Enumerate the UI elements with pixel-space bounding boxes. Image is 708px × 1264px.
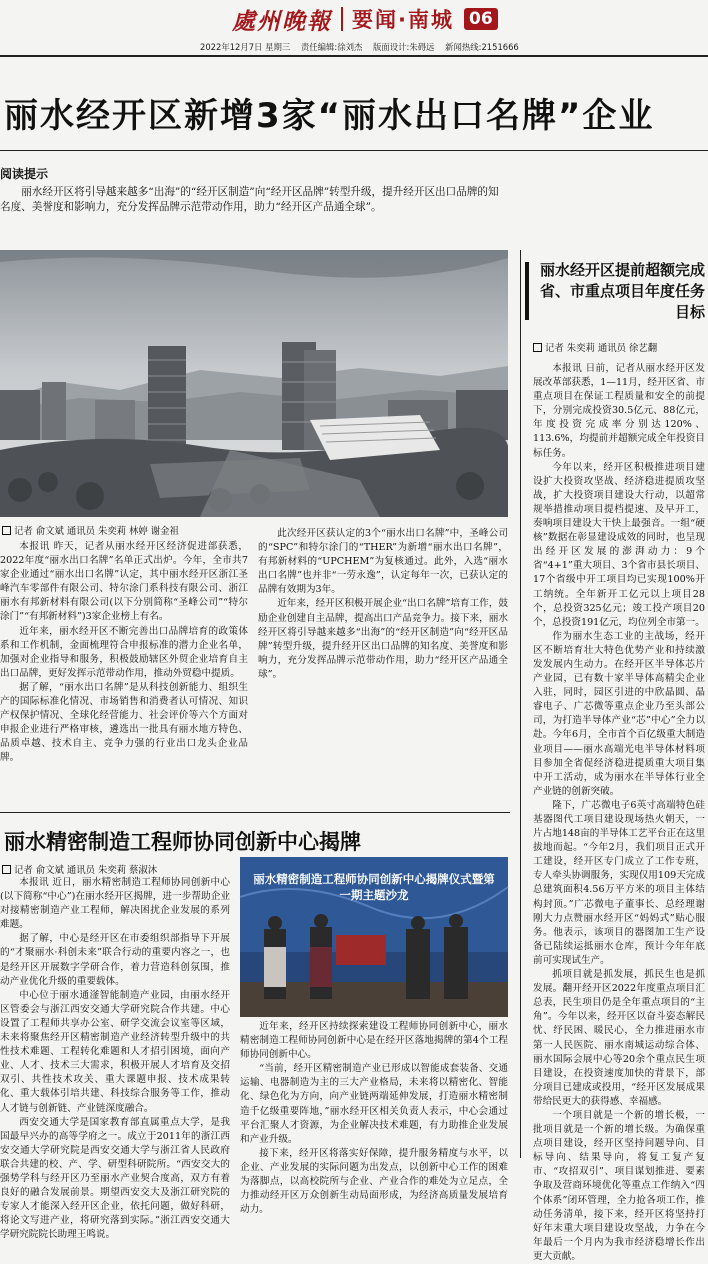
column-divider — [520, 250, 521, 1158]
page-number: 06 — [464, 8, 498, 30]
designer: 版面设计:朱碍远 — [373, 42, 435, 52]
lead-summary: 丽水经开区将引导越来越多“出海”的“经开区制造”向“经开区品牌”转型升级，提升经开区出口品牌的知名度、美誉度和影响力，充分发挥品牌示范带动作用，助力“经开区产品通全球”。 — [0, 186, 499, 213]
header-rule — [0, 55, 708, 57]
article2-byline: 记者 俞文斌 通讯员 朱奕莉 蔡淑沐 — [2, 862, 157, 876]
headline-rule — [0, 150, 708, 151]
ceremony-photo — [240, 857, 508, 1017]
side-headline-bar — [525, 262, 529, 320]
lead-label: 阅读提示 — [0, 167, 49, 181]
section-name: 要闻·南城 — [352, 8, 454, 32]
article2-para-4: 西安交通大学是国家教育部直属重点大学，是我国最早兴办的高等学府之一。成立于2011年的浙江西安交通大学研究院是西安交通大学与浙江省人民政府联合共建的校、产、学、研型科研院所。“西安交大的强势学科与经开区乃至丽水产业契合度高，双方有着良好的融合发展前景。期望西安交大及浙江研究院的专家人才能深入经开区企业，依托问题，做好科研，将论文写进产业，将研究落到实际。”浙江西安交通大学研究院院长助理王鸣说。 — [0, 1116, 230, 1241]
article2-col1 — [0, 876, 230, 1241]
editor: 责任编辑:徐刘杰 — [300, 42, 363, 52]
article1-byline: 记者 俞文斌 通讯员 朱奕莉 林婷 谢金祖 — [2, 523, 179, 537]
article3-para-2: 今年以来，经开区积极推进项目建设扩大投资攻坚战、经济稳进提质攻坚战，扩大投资项目建设大行动，以超常规举措推动项目提档提速、及早开工，奏响项目建设大干快上最强音。一组“硬核”数据在彰显建设成效的同时，也呈现出经开区发展的澎湃动力：9个省“4+1”重大项目、3个省市县长项目、17个省级中开工项目均已实现100%开工纳统。全年新开工亿元以上项目28个，总投资325亿元；竣工投产项目20个，总投资191亿元，均位列全市第一。 — [533, 461, 705, 628]
article3-para-3: 作为丽水生态工业的主战场，经开区不断培育壮大特色优势产业和持续激发发展内生动力。在经开区半导体芯片产业园，已有数十家半导体高精尖企业入驻，同时，园区引进的中欣晶圆、晶睿电子、广芯微等重点企业乃至头部公司，为打造半导体产业“芯”中心”全力以赴。今年6月，全市首个百亿级重大制造业项目——丽水高端光电半导体材料项目参加全省促经济稳进提质重大项目集中开工活动，成为丽水在半导体行业全产业链的创新突破。 — [533, 630, 705, 797]
masthead-divider — [341, 7, 343, 31]
article1-col1 — [0, 540, 248, 810]
page-header — [0, 0, 708, 58]
article2-para-3: 中心位于丽水通滏智能制造产业园，由丽水经开区管委会与浙江西安交通大学研究院合作共建。中心设置了工程师共享办公室、研学交流会议室等区域，未来将聚焦经开区精密制造产业经济转型升级中的共性技术难题、工程转化难题和人才招引困境，面向产业、人才、技术三大需求，积极开展人才培育及交招双引、共性技术攻关、重大课题申报、技术成果转化、重大载体引培共建、科技综合服务等工作，推动人才链与创新链、产业链深度融合。 — [0, 989, 230, 1114]
article2-headline: 丽水精密制造工程师协同创新中心揭牌 — [4, 830, 361, 854]
masthead — [232, 4, 498, 34]
byline-square-icon — [2, 865, 11, 874]
article1-para-5: 近年来，经开区积极开展企业“出口名牌”培育工作，鼓励企业创建自主品牌，提高出口产品竞争力。接下来，丽水经开区将引导越来越多“出海”的“经开区制造”向“经开区品牌”转型升级，提升经开区出口品牌的知名度、美誉度和影响力，充分发挥品牌示范带动作用，助力“经开区产品通全球”。 — [258, 598, 508, 680]
issue-meta — [200, 41, 527, 53]
article1-bottom-rule — [0, 812, 510, 813]
news-hotline: 新闻热线:2151666 — [445, 42, 519, 52]
main-headline: 丽水经开区新增3家“丽水出口名牌”企业 — [4, 96, 655, 136]
article1-para-2: 近年来，丽水经开区不断完善出口品牌培育的政策体系和工作机制，金面梳理符合申报标准的潜力企业名单，加强对企业指导和服务，积极鼓励辖区外贸企业培育自主出口品牌，更好发挥示范带动作用，推动外贸稳中提质。 — [0, 625, 248, 679]
article2-para-2: 据了解，中心是经开区在市委组织部指导下开展的“才聚丽水·科创未来”联合行动的重要内容之一，也是经开区开展数字学研合作，着力营造科创氛围，推动产业优化升级的重要载体。 — [0, 933, 230, 987]
article3-para-4: 隆下，广芯微电子6英寸高端特色硅基器图代工项目建设现场热火朝天，一片占地148亩的半导体工艺平台正在这里拔地而起。“今年2月，我们项目正式开工建设，经开区专门成立了工作专班，专人牵头协调服务，实现仅用109天完成总建筑面积4.56万平方米的项目主体结构封顶。”广芯微电子董事长、总经理谢刚大力点赞丽水经开区“妈妈式”贴心服务。他表示，该项目的器图加工生产设备已陆续运抵丽水仓库，预计今年年底前可实现试生产。 — [533, 799, 705, 966]
article1-para-4: 此次经开区获认定的3个“丽水出口名牌”中，圣峰公司的“SPC”和特尔涂门的“THER”为新增“丽水出口名牌”，有邦新材料的“UPCHEM”为复核通过。此外，入选“丽水出口名牌”也并非“一劳永逸”，认定每年一次，已获认定的品牌有效期为3年。 — [258, 528, 508, 596]
article2-para-6: “当前，经开区精密制造产业已形成以智能成套装备、交通运输、电器制造为主的三大产业格局，未来将以精密化、智能化、绿色化为方向，向产业链两端延伸发展，打造丽水精密制造千亿级重要阵地，”丽水经开区相关负责人表示，中心会通过平台汇聚人才资源，为企业解决技术难题，有力助推企业发展和产业升级。 — [240, 1063, 508, 1145]
article1-col2 — [258, 527, 508, 810]
city-photo — [0, 250, 508, 517]
article2-para-1: 本报讯 近日，丽水精密制造工程师协同创新中心(以下简称“中心”)在丽水经开区揭牌，进一步帮助企业对接精密制造产业工程师，解决困扰企业发展的系列难题。 — [0, 877, 230, 931]
article3-para-6: 一个项目就是一个新的增长极，一批项目就是一个新的增长级。为确保重点项目建设，经开区坚持问题导向、目标导向、结果导向，将复工复产复市、“攻招双引”、项目谋划推进、要素争取及营商环境优化等重点工作纳入“四个体系”闭环管理，全力抢各项工作，推动任务清单，接下来，经开区将坚持打好年末重大项目建设攻坚战，力争在今年最后一个月内为我市经济稳增长作出更大贡献。 — [533, 1109, 705, 1262]
article2-col2 — [240, 1020, 508, 1216]
issue-date: 2022年12月7日 星期三 — [200, 42, 291, 52]
paper-name: 處州晚報 — [232, 7, 332, 35]
article3-col — [533, 362, 705, 1262]
ceremony-banner: 丽水精密制造工程师协同创新中心揭牌仪式暨第一期主题沙龙 — [253, 872, 495, 902]
byline-square-icon — [2, 526, 11, 535]
article3-byline: 记者 朱奕莉 通讯员 徐艺翻 — [533, 340, 657, 354]
article3-para-5: 抓项目就是抓发展，抓民生也是抓发展。翻开经开区2022年度重点项目汇总表，民生项目仍是全年重点项目的“主角”。今年以来，经开区以奋斗姿态解民忧、纾民困、暖民心，全力推进丽水市第一人民医院、丽水南城运动综合体、丽水国际会展中心等20余个重点民生项目建设，在投资速度加快的背景下，部分项目已建成或投用，“经开区发展成果带给民更大的获得感、幸福感。 — [533, 969, 705, 1107]
article3-para-1: 本报讯 日前，记者从丽水经开区发展改革部获悉，1—11月，经开区省、市重点项目在保证工程质量和安全的前提下，分别完成投资30.5亿元、88亿元，年度投资完成率分别达120%、113.6%，均提前并超额完成全年投资目标任务。 — [533, 363, 705, 459]
article1-para-3: 据了解，“丽水出口名牌”是从科技创新能力、组织生产的国际标准化情况、市场销售和消费者认可情况、知识产权保护情况、全球化经营能力、社会评价等六个方面对申报企业进行严格审核，遴选出一批具有丽水地方特色、品质卓越、技术自主、竞争力强的行业出口龙头企业品牌。 — [0, 681, 248, 764]
article2-para-7: 接下来，经开区将落实好保障，提升服务精度与水平，以企业、产业发展的实际问题为出发点，以创新中心工作的困难为落脚点，以高校院所与企业、产业合作的难处为立足点，全力推动经开区万众创新生动局面形成，为经济高质量发展培育动力。 — [240, 1147, 508, 1216]
byline-square-icon — [533, 343, 542, 352]
article3-headline: 丽水经开区提前超额完成省、市重点项目年度任务目标 — [539, 261, 705, 321]
article2-para-5: 近年来，经开区持续探索建设工程师协同创新中心，丽水精密制造工程师协同创新中心是在经开区落地揭牌的第4个工程师协同创新中心。 — [240, 1021, 508, 1061]
article1-para-1: 本报讯 昨天，记者从丽水经开区经济促进部获悉，2022年度“丽水出口名牌”名单正式出炉。今年，全市共7家企业通过“丽水出口名牌”认定，其中丽水经开区浙江圣峰汽车零部件有限公司、特尔涂门系科技有限公司、浙江丽水有邦新材料有限公司(以下分别简称“圣峰公司”“特尔涂门”“有邦新材料”)3家企业榜上有名。 — [0, 541, 248, 623]
